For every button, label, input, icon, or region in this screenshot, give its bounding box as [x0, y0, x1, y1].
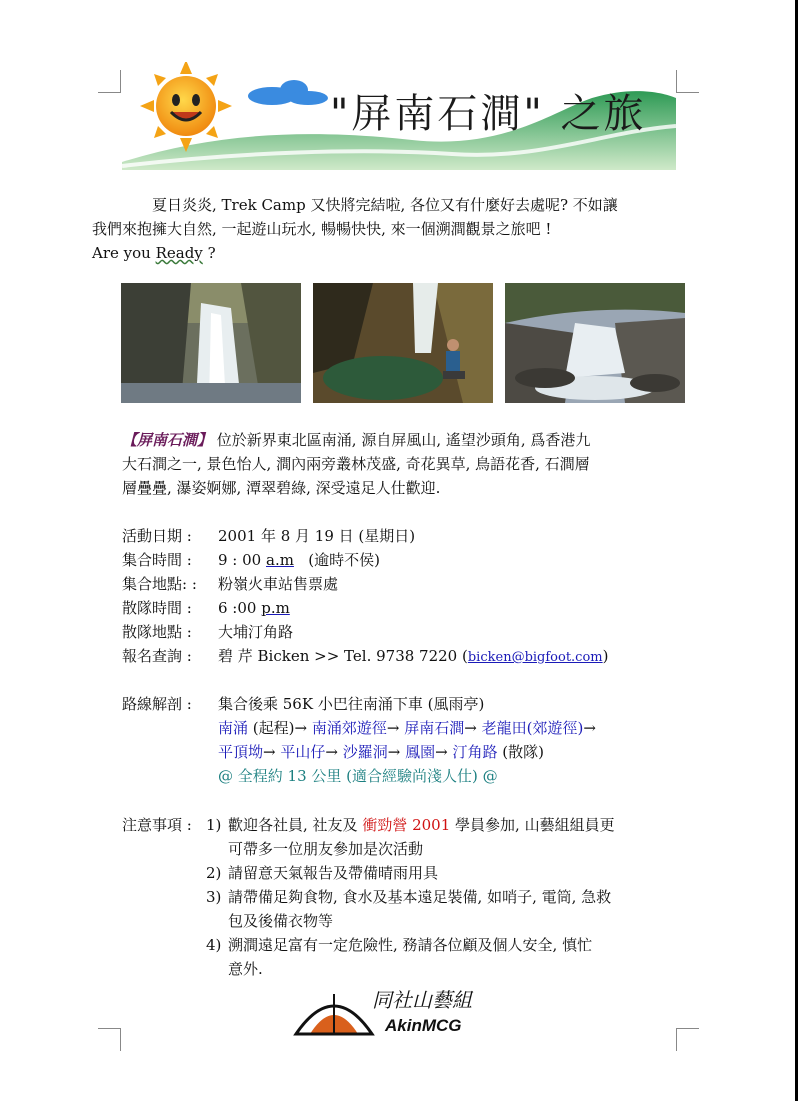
- intro-paragraph: [92, 193, 682, 265]
- detail-end-time: 散隊時間 : 6 :00 p.m: [122, 599, 290, 617]
- intro-line-3: Are you Ready ?: [92, 244, 216, 262]
- note-1-line-2: 可帶多一位朋友參加是次活動: [228, 840, 424, 858]
- route-line-1: 南涌 (起程)→ 南涌郊遊徑→ 屏南石澗→ 老龍田(郊遊徑)→: [218, 719, 596, 737]
- route-stop: 屏南石澗: [404, 719, 465, 737]
- route-stop: 汀角路: [452, 743, 498, 761]
- route-stop: 鳳園: [405, 743, 436, 761]
- intro-line-2: 我們來抱擁大自然, 一起遊山玩水, 暢暢快快, 來一個溯澗觀景之旅吧 !: [92, 220, 552, 238]
- description-paragraph: [122, 428, 682, 500]
- cloud-icon: [248, 80, 328, 105]
- note-1: 注意事項 : 1) 歡迎各社員, 社友及 衝勁營 2001 學員參加, 山藝組組員更: [122, 816, 615, 834]
- waterfall-photo-1: [121, 283, 301, 403]
- waterfall-photo-2: [313, 283, 493, 403]
- logo-chinese: 同社山藝組: [372, 988, 472, 1012]
- page-title: "屏南石澗" 之旅: [330, 91, 647, 137]
- description-line-1: 位於新界東北區南涌, 源自屏風山, 遙望沙頭角, 爲香港九: [212, 431, 591, 449]
- email-link[interactable]: bicken@bigfoot.com: [467, 650, 603, 665]
- detail-meet-place: 集合地點: : 粉嶺火車站售票處: [122, 575, 339, 593]
- description-line-3: 層疊疊, 瀑姿婀娜, 潭翠碧綠, 深受遠足人仕歡迎.: [122, 479, 441, 497]
- detail-date: 活動日期 : 2001 年 8 月 19 日 (星期日): [122, 527, 416, 545]
- route-line-2: 平頂坳→ 平山仔→ 沙羅洞→ 鳳園→ 汀角路 (散隊): [218, 743, 544, 761]
- route-stop: 南涌郊遊徑: [311, 719, 387, 737]
- route-stop: 平頂坳: [218, 743, 264, 761]
- description-line-2: 大石澗之一, 景色怡人, 澗內兩旁叢林茂盛, 奇花異草, 鳥語花香, 石澗層: [122, 455, 590, 473]
- detail-meet-time: 集合時間 : 9 : 00 a.m (逾時不侯): [122, 551, 380, 569]
- tent-icon: [292, 988, 376, 1040]
- route-distance: @ 全程約 13 公里 (適合經驗尚淺人仕) @: [218, 767, 498, 785]
- sun-icon: [140, 62, 232, 152]
- intro-line-1: 夏日炎炎, Trek Camp 又快將完結啦, 各位又有什麼好去處呢? 不如讓: [152, 196, 618, 214]
- crop-mark-top-left: [98, 70, 121, 93]
- detail-end-place: 散隊地點 : 大埔汀角路: [122, 623, 294, 641]
- route-stop: 沙羅洞: [342, 743, 388, 761]
- route-stop: 老龍田(郊遊徑): [481, 719, 584, 737]
- note-3: 3) 請帶備足夠食物, 食水及基本遠足裝備, 如哨子, 電筒, 急救: [206, 888, 612, 906]
- crop-mark-top-right: [676, 70, 699, 93]
- crop-mark-bottom-left: [98, 1028, 121, 1051]
- route-intro: 路線解剖 : 集合後乘 56K 小巴往南涌下車 (風雨亭): [122, 695, 485, 713]
- route-stop: 平山仔: [280, 743, 326, 761]
- detail-enquiry: 報名查詢 : 碧 芹 Bicken >> Tel. 9738 7220 (bicken@bigfoot.com): [122, 647, 609, 665]
- note-3-line-2: 包及後備衣物等: [228, 912, 334, 930]
- note-2: 2) 請留意天氣報告及帶備晴雨用具: [206, 864, 439, 882]
- route-stop: 南涌: [218, 719, 249, 737]
- description-tag: 【屏南石澗】: [122, 431, 213, 449]
- note-4: 4) 溯澗遠足富有一定危險性, 務請各位顧及個人安全, 慎忙: [206, 936, 593, 954]
- logo-english: AkinMCG: [385, 1016, 462, 1035]
- crop-mark-bottom-right: [676, 1028, 699, 1051]
- waterfall-photo-3: [505, 283, 685, 403]
- note-4-line-2: 意外.: [228, 960, 263, 978]
